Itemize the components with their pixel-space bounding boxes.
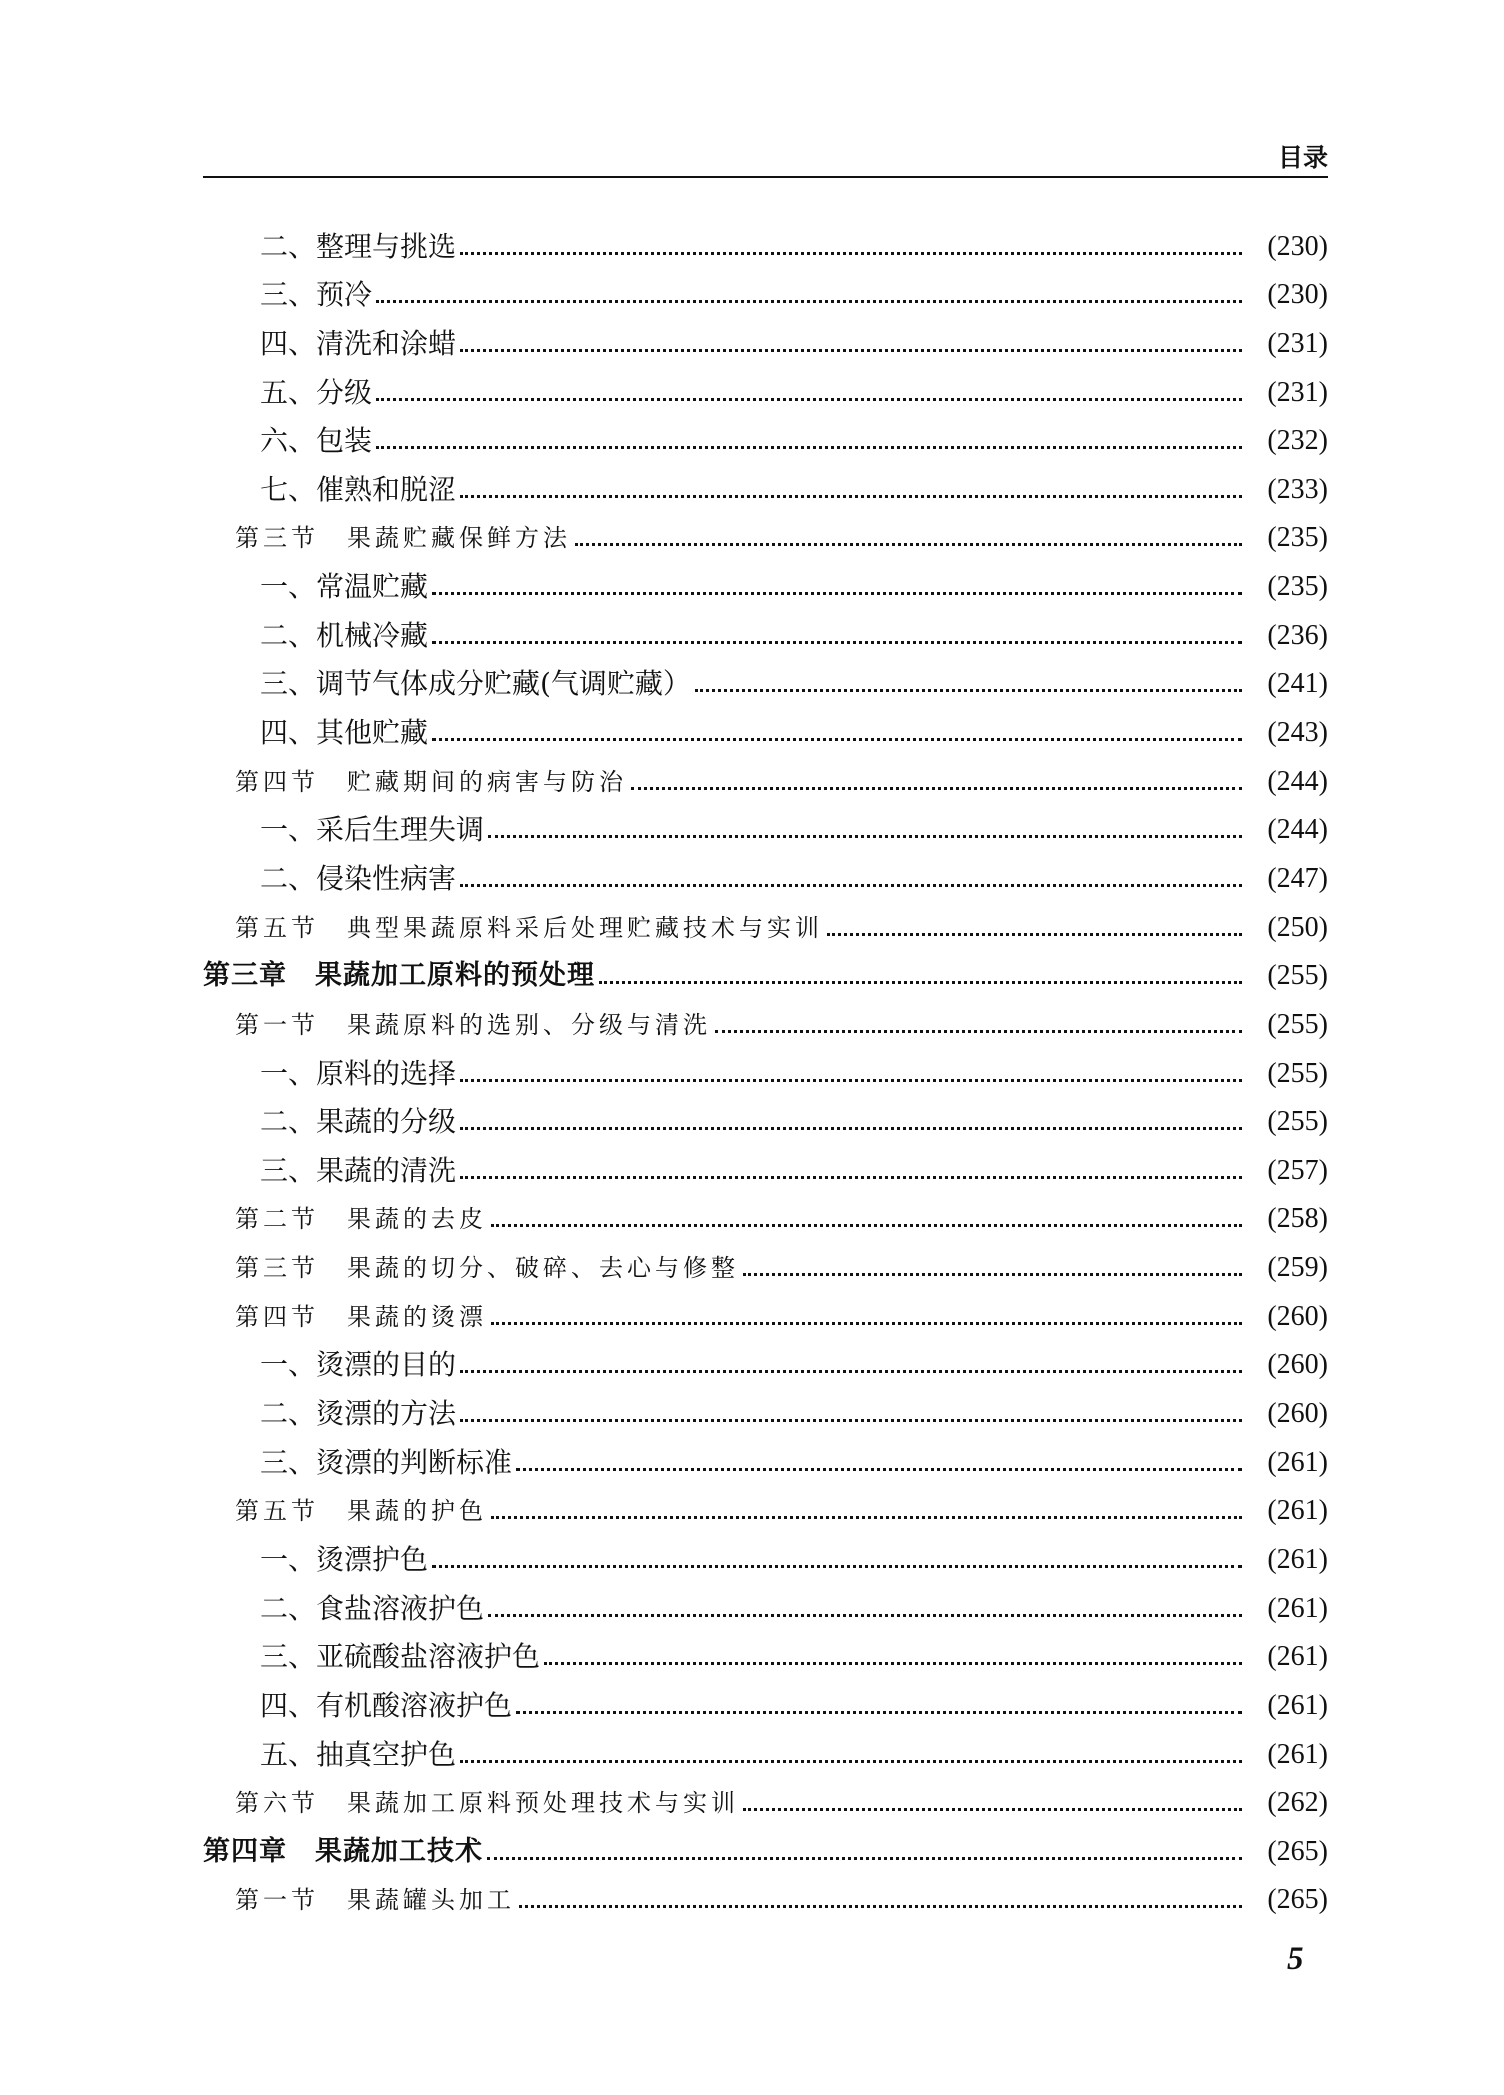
toc-entry-title: 二、烫漂的方法 [260,1397,457,1431]
dot-leader [544,1662,1242,1665]
toc-entry-item[interactable] [203,702,1328,751]
dot-leader [460,1176,1242,1179]
dot-leader [460,349,1242,352]
toc-entry-page: (230) [1267,279,1328,311]
toc-entry-section[interactable] [203,508,1328,557]
dot-leader [460,252,1242,255]
toc-entry-page: (244) [1267,814,1328,846]
dot-leader [460,1127,1242,1130]
toc-entry-title: 第四节 果蔬的烫漂 [235,1302,487,1331]
toc-entry-section[interactable] [203,994,1328,1043]
page-number: 5 [1287,1941,1304,1977]
toc-entry-page: (261) [1267,1592,1328,1624]
dot-leader [695,689,1242,692]
dot-leader [432,641,1242,644]
toc-entry-item[interactable] [203,459,1328,508]
toc-entry-title: 三、预冷 [260,278,373,312]
toc-entry-title: 六、包装 [260,424,373,458]
toc-entry-page: (260) [1267,1300,1328,1332]
toc-entry-title: 七、催熟和脱涩 [260,472,457,506]
toc-entry-page: (231) [1267,327,1328,359]
toc-entry-section[interactable] [203,1481,1328,1530]
toc-entry-page: (260) [1267,1349,1328,1381]
toc-entry-title: 四、清洗和涂蜡 [260,326,457,360]
toc-entry-page: (236) [1267,619,1328,651]
toc-entry-page: (255) [1267,960,1328,992]
dot-leader [460,1079,1242,1082]
toc-entry-page: (243) [1267,717,1328,749]
dot-leader [432,1565,1242,1568]
toc-entry-title: 第五节 果蔬的护色 [235,1497,487,1526]
dot-leader [376,300,1242,303]
toc-entry-page: (241) [1267,668,1328,700]
toc-entry-section[interactable] [203,1286,1328,1335]
toc-entry-item[interactable] [203,1627,1328,1676]
dot-leader [432,592,1242,595]
toc-entry-item[interactable] [203,556,1328,605]
toc-entry-title: 第四章 果蔬加工技术 [203,1835,483,1867]
toc-entry-item[interactable] [203,411,1328,460]
toc-entry-title: 一、常温贮藏 [260,570,429,604]
toc-entry-item[interactable] [203,1140,1328,1189]
toc-entry-title: 第三章 果蔬加工原料的预处理 [203,960,595,992]
toc-entry-item[interactable] [203,1432,1328,1481]
toc-entry-title: 二、侵染性病害 [260,861,457,895]
toc-entry-page: (255) [1267,1106,1328,1138]
toc-entry-title: 一、烫漂的目的 [260,1348,457,1382]
running-header-title: 目录 [1277,143,1328,172]
toc-entry-title: 第一节 果蔬原料的选别、分级与清洗 [235,1010,711,1039]
toc-entry-page: (265) [1267,1884,1328,1916]
toc-entry-section[interactable] [203,1237,1328,1286]
toc-entry-page: (258) [1267,1203,1328,1235]
dot-leader [516,1711,1242,1714]
toc-entry-title: 三、调节气体成分贮藏(气调贮藏） [260,667,691,701]
toc-entry-item[interactable] [203,1043,1328,1092]
toc-entry-title: 第三节 果蔬的切分、破碎、去心与修整 [235,1254,739,1283]
toc-entry-page: (259) [1267,1252,1328,1284]
toc-entry-page: (261) [1267,1738,1328,1770]
toc-entry-item[interactable] [203,848,1328,897]
dot-leader [460,495,1242,498]
toc-entry-title: 二、整理与挑选 [260,229,457,263]
toc-entry-title: 三、亚硫酸盐溶液护色 [260,1640,541,1674]
toc-entry-item[interactable] [203,654,1328,703]
toc-entry-section[interactable] [203,1870,1328,1919]
dot-leader [460,1419,1242,1422]
toc-entry-page: (265) [1267,1835,1328,1867]
toc-entry-item[interactable] [203,313,1328,362]
toc-entry-title: 五、分级 [260,375,373,409]
dot-leader [491,1322,1242,1325]
toc-entry-page: (244) [1267,765,1328,797]
header-rule [203,176,1328,178]
toc-entry-section[interactable] [203,1773,1328,1822]
toc-entry-page: (261) [1267,1689,1328,1721]
toc-entry-page: (255) [1267,1008,1328,1040]
toc-entry-item[interactable] [203,362,1328,411]
toc-entry-item[interactable] [203,1529,1328,1578]
toc-entry-page: (231) [1267,376,1328,408]
dot-leader [519,1905,1242,1908]
dot-leader [491,1516,1242,1519]
toc-entry-item[interactable] [203,216,1328,265]
toc-entry-title: 二、果蔬的分级 [260,1105,457,1139]
dot-leader [460,884,1242,887]
dot-leader [715,1030,1242,1033]
dot-leader [827,933,1242,936]
toc-entry-page: (261) [1267,1641,1328,1673]
toc-entry-page: (233) [1267,473,1328,505]
toc-entry-chapter[interactable] [203,946,1328,995]
toc-entry-item[interactable] [203,800,1328,849]
toc-entry-chapter[interactable] [203,1821,1328,1870]
toc-entry-title: 一、烫漂护色 [260,1542,429,1576]
toc-entry-title: 第六节 果蔬加工原料预处理技术与实训 [235,1789,739,1818]
toc-entry-title: 三、烫漂的判断标准 [260,1445,513,1479]
toc-entry-item[interactable] [203,605,1328,654]
toc-entry-section[interactable] [203,897,1328,946]
toc-entry-page: (250) [1267,911,1328,943]
dot-leader [516,1468,1242,1471]
toc-entry-title: 四、有机酸溶液护色 [260,1688,513,1722]
toc-entry-section[interactable] [203,751,1328,800]
toc-entry-item[interactable] [203,265,1328,314]
dot-leader [488,835,1242,838]
toc-entry-title: 一、采后生理失调 [260,813,485,847]
toc-entry-page: (235) [1267,522,1328,554]
dot-leader [575,543,1242,546]
toc-entry-title: 第五节 典型果蔬原料采后处理贮藏技术与实训 [235,913,823,942]
toc-entry-page: (260) [1267,1398,1328,1430]
toc-entry-title: 四、其他贮藏 [260,716,429,750]
toc-entry-item[interactable] [203,1092,1328,1141]
toc-entry-page: (261) [1267,1543,1328,1575]
toc-entry-item[interactable] [203,1675,1328,1724]
toc-entry-page: (261) [1267,1495,1328,1527]
toc-entry-item[interactable] [203,1724,1328,1773]
toc-entry-title: 一、原料的选择 [260,1056,457,1090]
toc-entry-item[interactable] [203,1383,1328,1432]
table-of-contents [203,216,1328,1918]
toc-entry-page: (230) [1267,230,1328,262]
dot-leader [432,738,1242,741]
toc-entry-item[interactable] [203,1578,1328,1627]
toc-entry-page: (262) [1267,1787,1328,1819]
toc-entry-item[interactable] [203,1335,1328,1384]
toc-entry-page: (232) [1267,425,1328,457]
toc-entry-page: (255) [1267,1057,1328,1089]
toc-entry-title: 三、果蔬的清洗 [260,1153,457,1187]
dot-leader [631,787,1242,790]
toc-entry-title: 第二节 果蔬的去皮 [235,1205,487,1234]
toc-entry-title: 二、机械冷藏 [260,618,429,652]
toc-entry-page: (261) [1267,1446,1328,1478]
dot-leader [743,1808,1242,1811]
dot-leader [599,981,1242,984]
toc-entry-title: 第一节 果蔬罐头加工 [235,1886,515,1915]
dot-leader [491,1224,1242,1227]
toc-entry-section[interactable] [203,1189,1328,1238]
dot-leader [460,1760,1242,1763]
dot-leader [376,398,1242,401]
dot-leader [743,1273,1242,1276]
toc-entry-title: 五、抽真空护色 [260,1737,457,1771]
toc-entry-page: (235) [1267,571,1328,603]
dot-leader [460,1370,1242,1373]
dot-leader [487,1857,1242,1860]
dot-leader [488,1614,1242,1617]
toc-entry-title: 第三节 果蔬贮藏保鲜方法 [235,524,571,553]
toc-entry-page: (247) [1267,862,1328,894]
toc-entry-title: 第四节 贮藏期间的病害与防治 [235,767,627,796]
dot-leader [376,446,1242,449]
toc-entry-page: (257) [1267,1154,1328,1186]
toc-entry-title: 二、食盐溶液护色 [260,1591,485,1625]
